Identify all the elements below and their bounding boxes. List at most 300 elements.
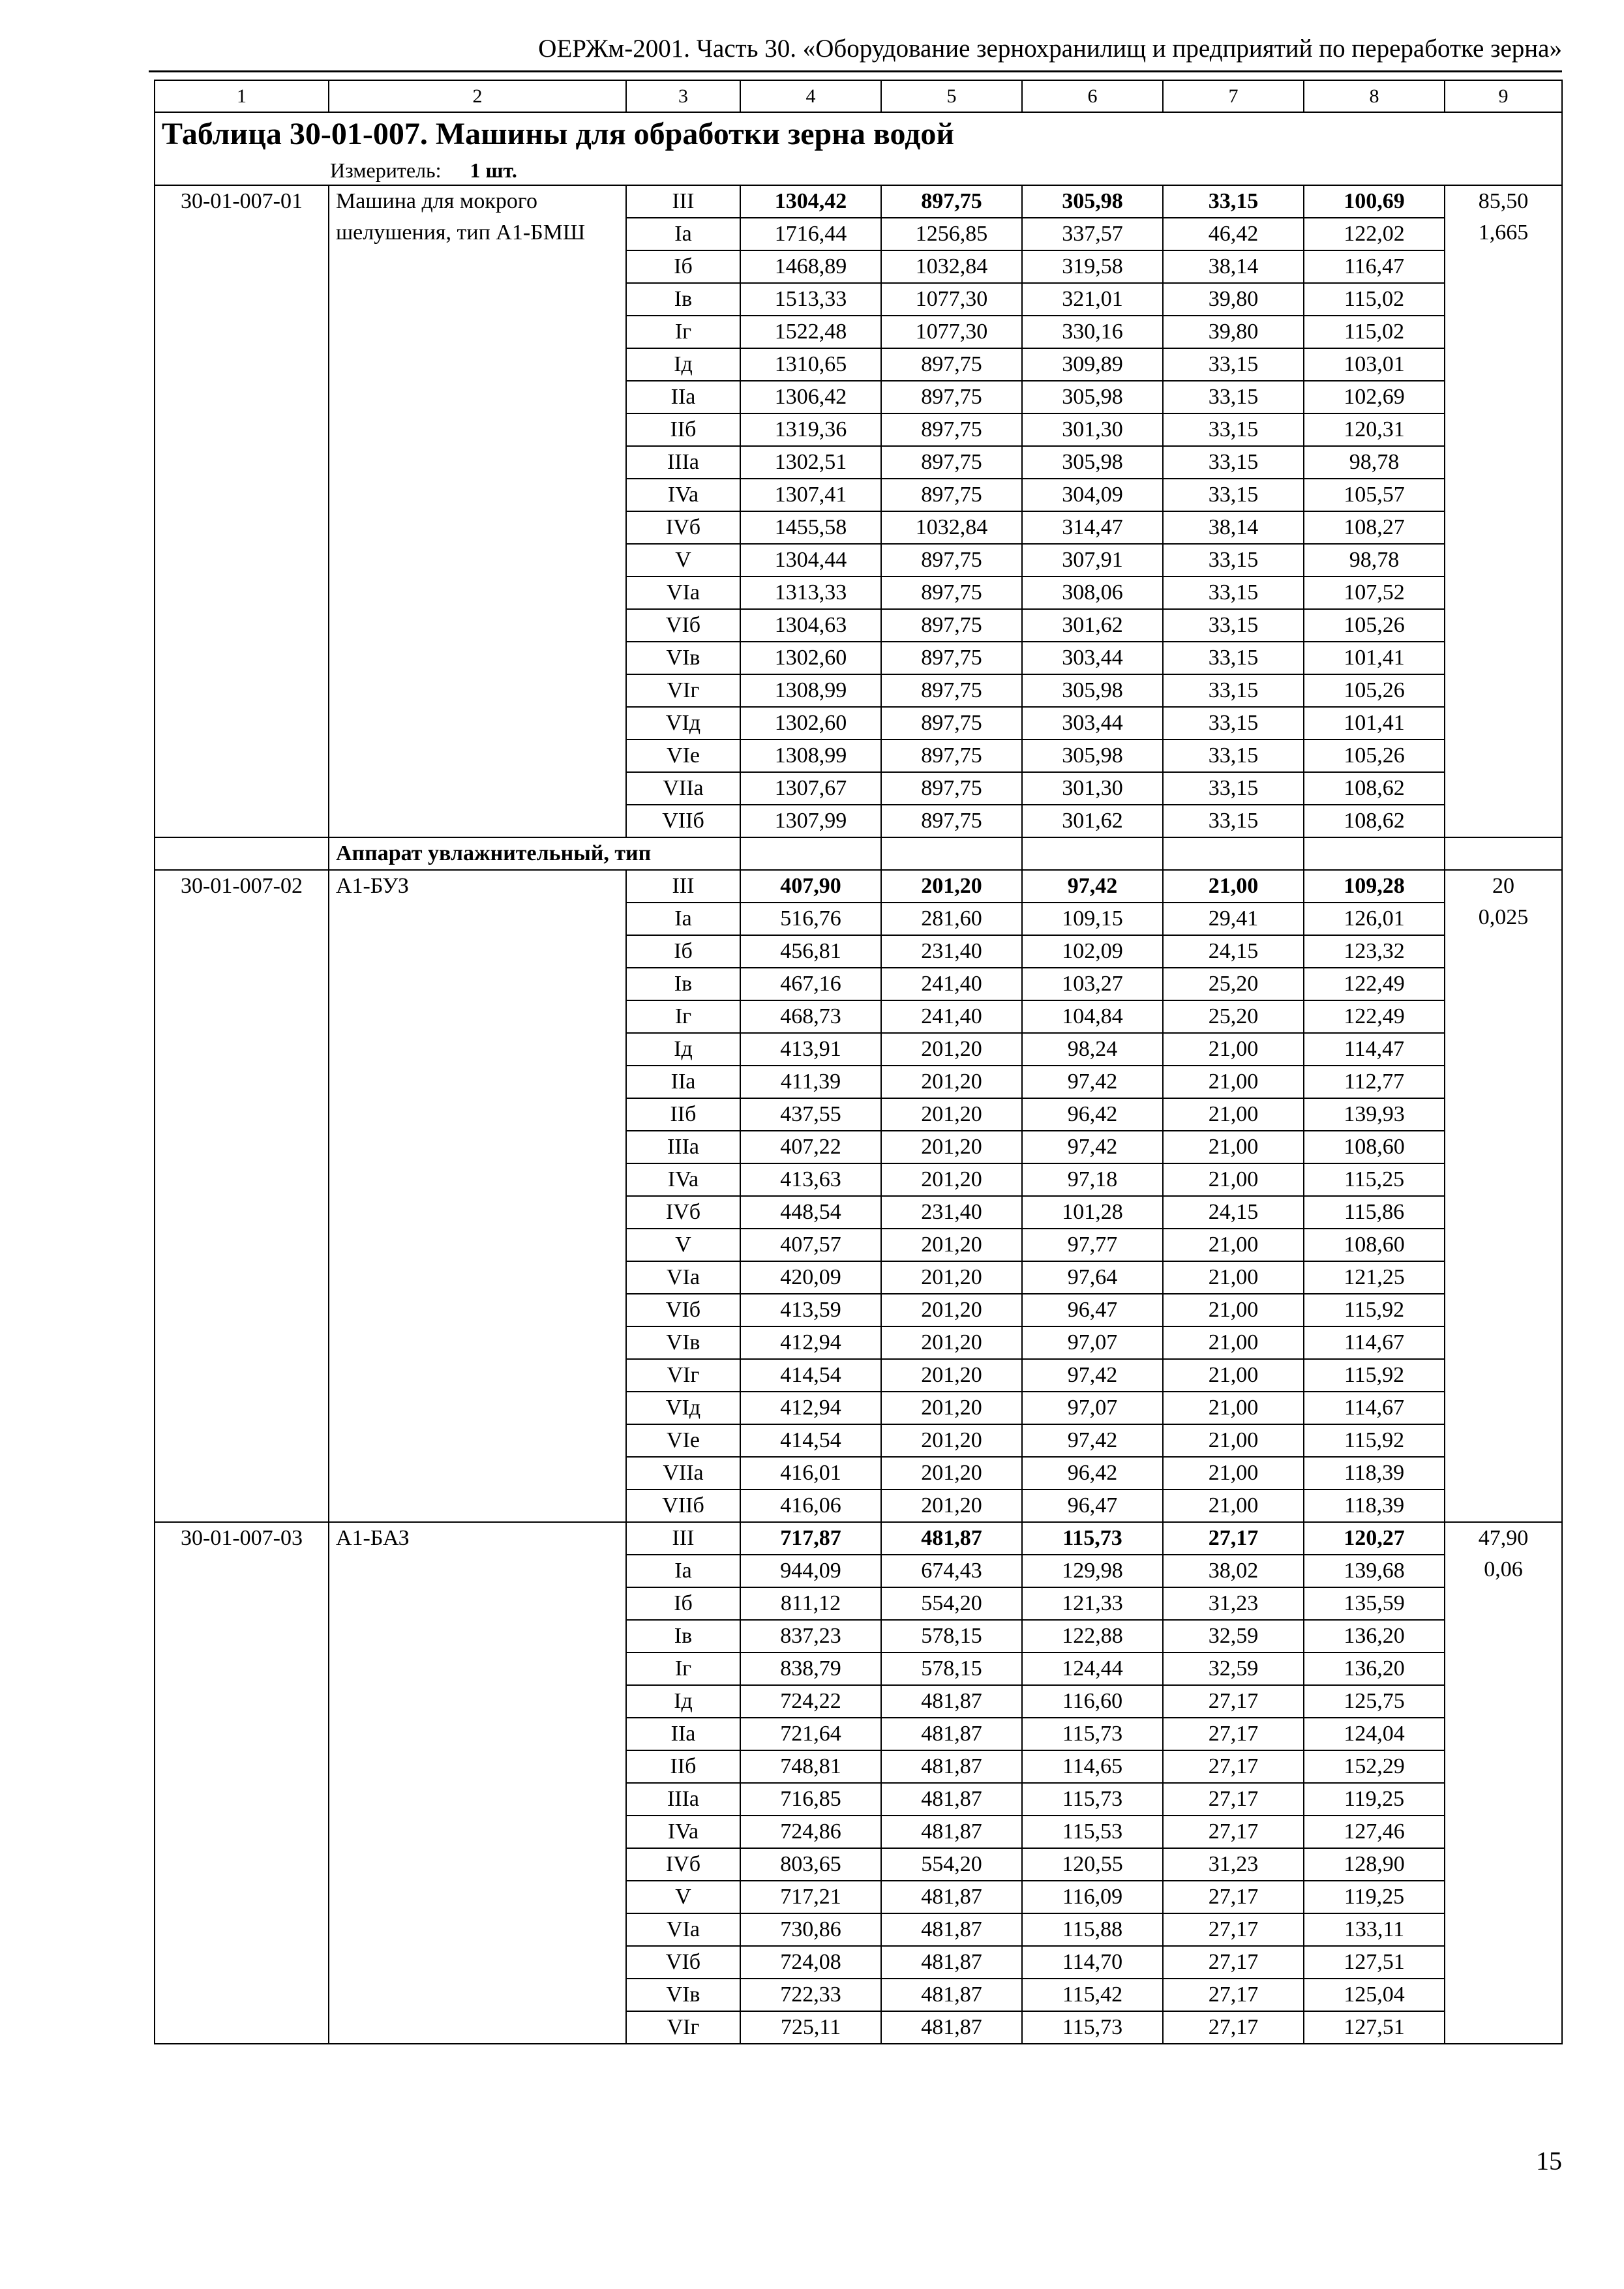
value-cell: 897,75 bbox=[881, 348, 1022, 381]
value-cell: 127,46 bbox=[1304, 1816, 1445, 1848]
value-cell: 120,27 bbox=[1304, 1522, 1445, 1555]
value-cell: 112,77 bbox=[1304, 1066, 1445, 1098]
zone-cell: III bbox=[626, 185, 740, 218]
value-cell: 115,92 bbox=[1304, 1424, 1445, 1457]
value-cell: 98,78 bbox=[1304, 446, 1445, 479]
value-cell: 413,63 bbox=[740, 1163, 881, 1196]
zone-cell: VIг bbox=[626, 674, 740, 707]
value-cell: 416,06 bbox=[740, 1489, 881, 1522]
value-cell: 21,00 bbox=[1163, 1066, 1304, 1098]
value-cell: 24,15 bbox=[1163, 935, 1304, 968]
value-cell: 33,15 bbox=[1163, 446, 1304, 479]
value-cell: 125,75 bbox=[1304, 1685, 1445, 1718]
value-cell: 481,87 bbox=[881, 2011, 1022, 2044]
header-rule bbox=[149, 70, 1562, 72]
item-code: 30-01-007-01 bbox=[155, 185, 329, 837]
value-cell: 118,39 bbox=[1304, 1457, 1445, 1489]
zone-cell: Iд bbox=[626, 1685, 740, 1718]
value-cell: 38,14 bbox=[1163, 250, 1304, 283]
value-cell: 122,49 bbox=[1304, 968, 1445, 1000]
value-cell: 1310,65 bbox=[740, 348, 881, 381]
value-cell: 124,04 bbox=[1304, 1718, 1445, 1750]
value-cell: 128,90 bbox=[1304, 1848, 1445, 1881]
value-cell: 21,00 bbox=[1163, 1229, 1304, 1261]
value-cell: 201,20 bbox=[881, 1294, 1022, 1326]
value-cell: 1302,60 bbox=[740, 707, 881, 740]
value-cell: 115,02 bbox=[1304, 283, 1445, 316]
value-cell: 319,58 bbox=[1022, 250, 1163, 283]
value-cell: 722,33 bbox=[740, 1979, 881, 2011]
value-cell: 201,20 bbox=[881, 1033, 1022, 1066]
value-cell: 100,69 bbox=[1304, 185, 1445, 218]
value-cell: 231,40 bbox=[881, 935, 1022, 968]
value-cell: 897,75 bbox=[881, 381, 1022, 413]
group-label: Аппарат увлажнительный, тип bbox=[329, 837, 740, 870]
empty-cell bbox=[740, 837, 881, 870]
value-cell: 309,89 bbox=[1022, 348, 1163, 381]
value-cell: 201,20 bbox=[881, 1392, 1022, 1424]
value-cell: 1077,30 bbox=[881, 283, 1022, 316]
value-cell: 1716,44 bbox=[740, 218, 881, 250]
value-cell: 97,07 bbox=[1022, 1392, 1163, 1424]
value-cell: 674,43 bbox=[881, 1555, 1022, 1587]
value-cell: 1256,85 bbox=[881, 218, 1022, 250]
value-cell: 481,87 bbox=[881, 1946, 1022, 1979]
value-cell: 27,17 bbox=[1163, 1816, 1304, 1848]
value-cell: 115,73 bbox=[1022, 1718, 1163, 1750]
value-cell: 107,52 bbox=[1304, 576, 1445, 609]
item-name: А1-БАЗ bbox=[329, 1522, 626, 2044]
value-cell: 97,42 bbox=[1022, 1359, 1163, 1392]
value-cell: 115,53 bbox=[1022, 1816, 1163, 1848]
value-cell: 21,00 bbox=[1163, 1098, 1304, 1131]
value-cell: 108,27 bbox=[1304, 511, 1445, 544]
value-cell: 1304,63 bbox=[740, 609, 881, 642]
zone-cell: VIе bbox=[626, 1424, 740, 1457]
column-number: 8 bbox=[1304, 80, 1445, 112]
zone-cell: IIa bbox=[626, 1718, 740, 1750]
value-cell: 1308,99 bbox=[740, 740, 881, 772]
value-cell: 481,87 bbox=[881, 1718, 1022, 1750]
value-cell: 129,98 bbox=[1022, 1555, 1163, 1587]
value-cell: 304,09 bbox=[1022, 479, 1163, 511]
value-cell: 122,49 bbox=[1304, 1000, 1445, 1033]
value-cell: 21,00 bbox=[1163, 1294, 1304, 1326]
value-cell: 29,41 bbox=[1163, 903, 1304, 935]
zone-cell: IVб bbox=[626, 511, 740, 544]
value-cell: 481,87 bbox=[881, 1816, 1022, 1848]
extra-value: 0,025 bbox=[1478, 905, 1529, 929]
value-cell: 33,15 bbox=[1163, 185, 1304, 218]
measure-value: 1 шт. bbox=[470, 158, 517, 182]
value-cell: 115,25 bbox=[1304, 1163, 1445, 1196]
value-cell: 897,75 bbox=[881, 185, 1022, 218]
value-cell: 139,93 bbox=[1304, 1098, 1445, 1131]
value-cell: 897,75 bbox=[881, 740, 1022, 772]
column-number: 9 bbox=[1445, 80, 1562, 112]
zone-cell: VIIб bbox=[626, 1489, 740, 1522]
value-cell: 468,73 bbox=[740, 1000, 881, 1033]
value-cell: 412,94 bbox=[740, 1392, 881, 1424]
value-cell: 21,00 bbox=[1163, 1261, 1304, 1294]
value-cell: 39,80 bbox=[1163, 283, 1304, 316]
zone-cell: Iв bbox=[626, 283, 740, 316]
value-cell: 307,91 bbox=[1022, 544, 1163, 576]
value-cell: 467,16 bbox=[740, 968, 881, 1000]
value-cell: 97,42 bbox=[1022, 1424, 1163, 1457]
value-cell: 481,87 bbox=[881, 1522, 1022, 1555]
value-cell: 127,51 bbox=[1304, 1946, 1445, 1979]
value-cell: 96,42 bbox=[1022, 1457, 1163, 1489]
value-cell: 27,17 bbox=[1163, 1881, 1304, 1913]
value-cell: 241,40 bbox=[881, 1000, 1022, 1033]
zone-cell: VIa bbox=[626, 576, 740, 609]
value-cell: 102,09 bbox=[1022, 935, 1163, 968]
rates-table bbox=[154, 80, 1563, 2044]
value-cell: 897,75 bbox=[881, 576, 1022, 609]
value-cell: 724,08 bbox=[740, 1946, 881, 1979]
value-cell: 481,87 bbox=[881, 1979, 1022, 2011]
item-code: 30-01-007-02 bbox=[155, 870, 329, 1522]
value-cell: 21,00 bbox=[1163, 1163, 1304, 1196]
value-cell: 554,20 bbox=[881, 1587, 1022, 1620]
value-cell: 27,17 bbox=[1163, 1979, 1304, 2011]
value-cell: 1032,84 bbox=[881, 250, 1022, 283]
value-cell: 27,17 bbox=[1163, 1750, 1304, 1783]
value-cell: 119,25 bbox=[1304, 1881, 1445, 1913]
value-cell: 21,00 bbox=[1163, 1392, 1304, 1424]
value-cell: 301,30 bbox=[1022, 413, 1163, 446]
zone-cell: IIб bbox=[626, 1098, 740, 1131]
value-cell: 456,81 bbox=[740, 935, 881, 968]
page-header: ОЕРЖм-2001. Часть 30. «Оборудование зернохранилищ и предприятий по переработке зерна» bbox=[538, 35, 1562, 63]
value-cell: 97,18 bbox=[1022, 1163, 1163, 1196]
value-cell: 305,98 bbox=[1022, 674, 1163, 707]
value-cell: 103,01 bbox=[1304, 348, 1445, 381]
value-cell: 33,15 bbox=[1163, 413, 1304, 446]
value-cell: 98,24 bbox=[1022, 1033, 1163, 1066]
value-cell: 717,87 bbox=[740, 1522, 881, 1555]
value-cell: 97,42 bbox=[1022, 1066, 1163, 1098]
value-cell: 305,98 bbox=[1022, 446, 1163, 479]
value-cell: 38,02 bbox=[1163, 1555, 1304, 1587]
value-cell: 120,31 bbox=[1304, 413, 1445, 446]
value-cell: 578,15 bbox=[881, 1620, 1022, 1653]
value-cell: 133,11 bbox=[1304, 1913, 1445, 1946]
value-cell: 241,40 bbox=[881, 968, 1022, 1000]
zone-cell: Iг bbox=[626, 316, 740, 348]
value-cell: 897,75 bbox=[881, 544, 1022, 576]
value-cell: 135,59 bbox=[1304, 1587, 1445, 1620]
column-number: 7 bbox=[1163, 80, 1304, 112]
zone-cell: VIв bbox=[626, 1979, 740, 2011]
value-cell: 27,17 bbox=[1163, 1913, 1304, 1946]
value-cell: 32,59 bbox=[1163, 1653, 1304, 1685]
value-cell: 115,42 bbox=[1022, 1979, 1163, 2011]
value-cell: 108,62 bbox=[1304, 772, 1445, 805]
value-cell: 437,55 bbox=[740, 1098, 881, 1131]
value-cell: 305,98 bbox=[1022, 185, 1163, 218]
value-cell: 21,00 bbox=[1163, 870, 1304, 903]
zone-cell: VIд bbox=[626, 1392, 740, 1424]
value-cell: 33,15 bbox=[1163, 642, 1304, 674]
value-cell: 897,75 bbox=[881, 446, 1022, 479]
value-cell: 897,75 bbox=[881, 479, 1022, 511]
zone-cell: Ia bbox=[626, 903, 740, 935]
value-cell: 96,42 bbox=[1022, 1098, 1163, 1131]
value-cell: 21,00 bbox=[1163, 1489, 1304, 1522]
column-number: 5 bbox=[881, 80, 1022, 112]
measure-label: Измеритель: bbox=[330, 158, 442, 182]
value-cell: 1302,60 bbox=[740, 642, 881, 674]
value-cell: 33,15 bbox=[1163, 544, 1304, 576]
value-cell: 944,09 bbox=[740, 1555, 881, 1587]
zone-cell: III bbox=[626, 1522, 740, 1555]
value-cell: 897,75 bbox=[881, 413, 1022, 446]
value-cell: 21,00 bbox=[1163, 1326, 1304, 1359]
value-cell: 115,92 bbox=[1304, 1359, 1445, 1392]
value-cell: 1522,48 bbox=[740, 316, 881, 348]
zone-cell: VIIa bbox=[626, 1457, 740, 1489]
value-cell: 103,27 bbox=[1022, 968, 1163, 1000]
value-cell: 321,01 bbox=[1022, 283, 1163, 316]
value-cell: 414,54 bbox=[740, 1359, 881, 1392]
value-cell: 102,69 bbox=[1304, 381, 1445, 413]
value-cell: 115,86 bbox=[1304, 1196, 1445, 1229]
item-name: А1-БУЗ bbox=[329, 870, 626, 1522]
value-cell: 97,77 bbox=[1022, 1229, 1163, 1261]
value-cell: 121,25 bbox=[1304, 1261, 1445, 1294]
value-cell: 1304,42 bbox=[740, 185, 881, 218]
zone-cell: VIг bbox=[626, 1359, 740, 1392]
value-cell: 21,00 bbox=[1163, 1131, 1304, 1163]
measure-cell bbox=[155, 156, 1562, 185]
zone-cell: VIIб bbox=[626, 805, 740, 837]
value-cell: 114,47 bbox=[1304, 1033, 1445, 1066]
value-cell: 115,88 bbox=[1022, 1913, 1163, 1946]
value-cell: 101,28 bbox=[1022, 1196, 1163, 1229]
value-cell: 96,47 bbox=[1022, 1489, 1163, 1522]
value-cell: 114,65 bbox=[1022, 1750, 1163, 1783]
column-number: 1 bbox=[155, 80, 329, 112]
zone-cell: Iд bbox=[626, 348, 740, 381]
zone-cell: Iв bbox=[626, 968, 740, 1000]
value-cell: 201,20 bbox=[881, 1131, 1022, 1163]
value-cell: 24,15 bbox=[1163, 1196, 1304, 1229]
zone-cell: Iг bbox=[626, 1000, 740, 1033]
value-cell: 125,04 bbox=[1304, 1979, 1445, 2011]
value-cell: 114,67 bbox=[1304, 1326, 1445, 1359]
value-cell: 96,47 bbox=[1022, 1294, 1163, 1326]
value-cell: 201,20 bbox=[881, 1163, 1022, 1196]
value-cell: 725,11 bbox=[740, 2011, 881, 2044]
value-cell: 136,20 bbox=[1304, 1620, 1445, 1653]
value-cell: 1313,33 bbox=[740, 576, 881, 609]
value-cell: 105,26 bbox=[1304, 740, 1445, 772]
empty-cell bbox=[1445, 837, 1562, 870]
value-cell: 201,20 bbox=[881, 1326, 1022, 1359]
value-cell: 407,22 bbox=[740, 1131, 881, 1163]
table-row bbox=[155, 870, 1562, 903]
value-cell: 201,20 bbox=[881, 1359, 1022, 1392]
value-cell: 1306,42 bbox=[740, 381, 881, 413]
value-cell: 33,15 bbox=[1163, 740, 1304, 772]
value-cell: 897,75 bbox=[881, 674, 1022, 707]
value-cell: 33,15 bbox=[1163, 381, 1304, 413]
column-number: 3 bbox=[626, 80, 740, 112]
value-cell: 25,20 bbox=[1163, 968, 1304, 1000]
value-cell: 201,20 bbox=[881, 1066, 1022, 1098]
value-cell: 115,92 bbox=[1304, 1294, 1445, 1326]
value-cell: 811,12 bbox=[740, 1587, 881, 1620]
value-cell: 31,23 bbox=[1163, 1848, 1304, 1881]
empty-cell bbox=[1163, 837, 1304, 870]
value-cell: 201,20 bbox=[881, 1489, 1022, 1522]
value-cell: 314,47 bbox=[1022, 511, 1163, 544]
empty-cell bbox=[1022, 837, 1163, 870]
value-cell: 118,39 bbox=[1304, 1489, 1445, 1522]
value-cell: 101,41 bbox=[1304, 707, 1445, 740]
extra-values bbox=[1445, 185, 1562, 837]
zone-cell: IVa bbox=[626, 479, 740, 511]
value-cell: 1307,67 bbox=[740, 772, 881, 805]
value-cell: 420,09 bbox=[740, 1261, 881, 1294]
value-cell: 301,30 bbox=[1022, 772, 1163, 805]
value-cell: 108,60 bbox=[1304, 1229, 1445, 1261]
column-number-row bbox=[155, 80, 1562, 112]
value-cell: 231,40 bbox=[881, 1196, 1022, 1229]
value-cell: 305,98 bbox=[1022, 740, 1163, 772]
column-number: 2 bbox=[329, 80, 626, 112]
value-cell: 39,80 bbox=[1163, 316, 1304, 348]
zone-cell: Iб bbox=[626, 250, 740, 283]
empty-cell bbox=[1304, 837, 1445, 870]
value-cell: 281,60 bbox=[881, 903, 1022, 935]
value-cell: 303,44 bbox=[1022, 642, 1163, 674]
zone-cell: IIб bbox=[626, 413, 740, 446]
value-cell: 201,20 bbox=[881, 1457, 1022, 1489]
zone-cell: VIд bbox=[626, 707, 740, 740]
value-cell: 33,15 bbox=[1163, 772, 1304, 805]
value-cell: 136,20 bbox=[1304, 1653, 1445, 1685]
item-code: 30-01-007-03 bbox=[155, 1522, 329, 2044]
value-cell: 724,22 bbox=[740, 1685, 881, 1718]
empty-cell bbox=[881, 837, 1022, 870]
value-cell: 481,87 bbox=[881, 1913, 1022, 1946]
value-cell: 301,62 bbox=[1022, 609, 1163, 642]
value-cell: 481,87 bbox=[881, 1750, 1022, 1783]
value-cell: 838,79 bbox=[740, 1653, 881, 1685]
item-name: Машина для мокрого шелушения, тип А1-БМШ bbox=[329, 185, 626, 837]
value-cell: 1307,99 bbox=[740, 805, 881, 837]
value-cell: 124,44 bbox=[1022, 1653, 1163, 1685]
group-code-empty bbox=[155, 837, 329, 870]
extra-value: 0,06 bbox=[1484, 1557, 1523, 1581]
value-cell: 481,87 bbox=[881, 1881, 1022, 1913]
zone-cell: Ia bbox=[626, 218, 740, 250]
value-cell: 413,91 bbox=[740, 1033, 881, 1066]
table-row bbox=[155, 185, 1562, 218]
zone-cell: VIб bbox=[626, 1294, 740, 1326]
value-cell: 803,65 bbox=[740, 1848, 881, 1881]
value-cell: 116,09 bbox=[1022, 1881, 1163, 1913]
value-cell: 897,75 bbox=[881, 805, 1022, 837]
value-cell: 716,85 bbox=[740, 1783, 881, 1816]
zone-cell: IIIa bbox=[626, 446, 740, 479]
value-cell: 139,68 bbox=[1304, 1555, 1445, 1587]
value-cell: 481,87 bbox=[881, 1783, 1022, 1816]
value-cell: 201,20 bbox=[881, 870, 1022, 903]
value-cell: 33,15 bbox=[1163, 609, 1304, 642]
value-cell: 721,64 bbox=[740, 1718, 881, 1750]
zone-cell: VIв bbox=[626, 1326, 740, 1359]
zone-cell: IVa bbox=[626, 1163, 740, 1196]
value-cell: 730,86 bbox=[740, 1913, 881, 1946]
value-cell: 21,00 bbox=[1163, 1424, 1304, 1457]
value-cell: 108,60 bbox=[1304, 1131, 1445, 1163]
zone-cell: IVб bbox=[626, 1848, 740, 1881]
value-cell: 123,32 bbox=[1304, 935, 1445, 968]
group-header-row bbox=[155, 837, 1562, 870]
value-cell: 115,73 bbox=[1022, 2011, 1163, 2044]
value-cell: 1077,30 bbox=[881, 316, 1022, 348]
value-cell: 201,20 bbox=[881, 1229, 1022, 1261]
value-cell: 724,86 bbox=[740, 1816, 881, 1848]
table-row bbox=[155, 1522, 1562, 1555]
value-cell: 105,26 bbox=[1304, 674, 1445, 707]
value-cell: 1304,44 bbox=[740, 544, 881, 576]
value-cell: 114,67 bbox=[1304, 1392, 1445, 1424]
value-cell: 97,64 bbox=[1022, 1261, 1163, 1294]
value-cell: 101,41 bbox=[1304, 642, 1445, 674]
value-cell: 201,20 bbox=[881, 1098, 1022, 1131]
value-cell: 25,20 bbox=[1163, 1000, 1304, 1033]
value-cell: 416,01 bbox=[740, 1457, 881, 1489]
value-cell: 126,01 bbox=[1304, 903, 1445, 935]
value-cell: 33,15 bbox=[1163, 576, 1304, 609]
value-cell: 27,17 bbox=[1163, 1718, 1304, 1750]
zone-cell: Iв bbox=[626, 1620, 740, 1653]
value-cell: 1032,84 bbox=[881, 511, 1022, 544]
value-cell: 104,84 bbox=[1022, 1000, 1163, 1033]
value-cell: 97,42 bbox=[1022, 1131, 1163, 1163]
value-cell: 201,20 bbox=[881, 1424, 1022, 1457]
zone-cell: VIa bbox=[626, 1261, 740, 1294]
value-cell: 448,54 bbox=[740, 1196, 881, 1229]
value-cell: 33,15 bbox=[1163, 707, 1304, 740]
value-cell: 27,17 bbox=[1163, 1522, 1304, 1555]
value-cell: 303,44 bbox=[1022, 707, 1163, 740]
value-cell: 27,17 bbox=[1163, 2011, 1304, 2044]
zone-cell: VIб bbox=[626, 609, 740, 642]
extra-value: 20 bbox=[1492, 874, 1514, 898]
value-cell: 121,33 bbox=[1022, 1587, 1163, 1620]
value-cell: 407,57 bbox=[740, 1229, 881, 1261]
value-cell: 897,75 bbox=[881, 772, 1022, 805]
value-cell: 21,00 bbox=[1163, 1359, 1304, 1392]
value-cell: 330,16 bbox=[1022, 316, 1163, 348]
table-title: Таблица 30-01-007. Машины для обработки зерна водой bbox=[155, 112, 1562, 156]
zone-cell: IVa bbox=[626, 1816, 740, 1848]
value-cell: 516,76 bbox=[740, 903, 881, 935]
value-cell: 97,07 bbox=[1022, 1326, 1163, 1359]
value-cell: 897,75 bbox=[881, 707, 1022, 740]
zone-cell: IIa bbox=[626, 1066, 740, 1098]
zone-cell: IIa bbox=[626, 381, 740, 413]
value-cell: 115,73 bbox=[1022, 1522, 1163, 1555]
value-cell: 46,42 bbox=[1163, 218, 1304, 250]
value-cell: 1468,89 bbox=[740, 250, 881, 283]
